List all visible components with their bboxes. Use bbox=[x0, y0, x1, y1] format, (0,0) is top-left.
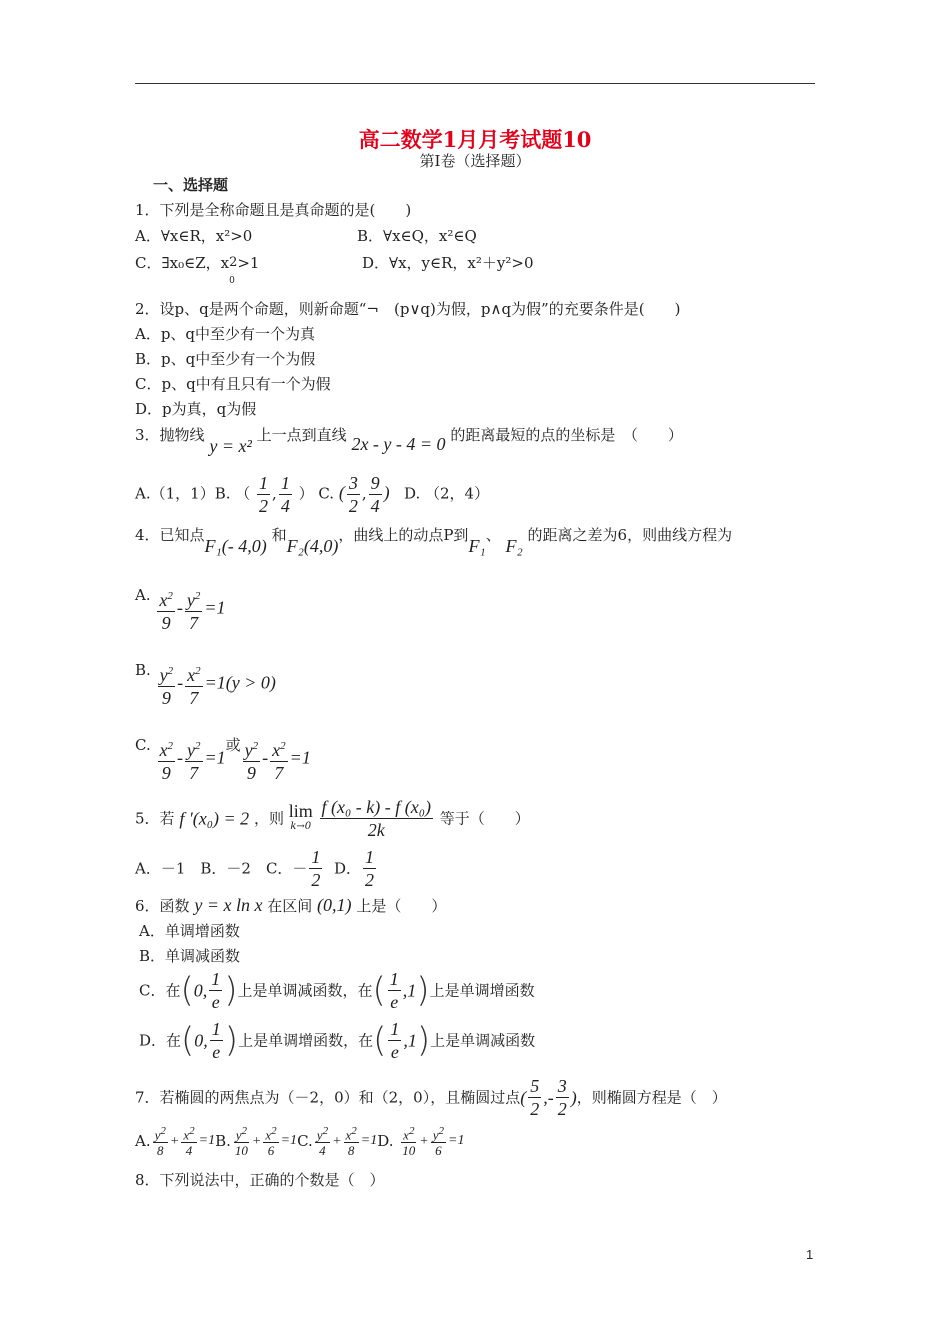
q4-a-frac-x: $\frac{x^2}{9}$ bbox=[157, 585, 175, 634]
q4-b-label: B. bbox=[135, 661, 151, 679]
question-2-stem: 2．设p、q是两个命题，则新命题“¬ (p∨q)为假，p∧q为假”的充要条件是( ) bbox=[135, 300, 681, 318]
q5-numerator: f (x₀ - k) - f (x₀) bbox=[321, 797, 431, 817]
question-6-stem bbox=[135, 895, 446, 916]
q3-stem-c: 的距离最短的点的坐标是 （ ） bbox=[450, 426, 683, 444]
q6-d-mid: 上是单调增函数，在 bbox=[238, 1031, 374, 1050]
q1-option-c-script: 2 0 bbox=[229, 255, 238, 286]
q1-option-c-text: C．∃x₀∈Z，x bbox=[135, 254, 230, 272]
q6-c-post: 上是单调增函数 bbox=[429, 981, 535, 1000]
q6-d-frac1: $\frac{1}{e}$ bbox=[211, 1019, 221, 1062]
question-7-stem: 7．若椭圆的两焦点为（－2，0）和（2，0），且椭圆过点( $\frac{5}{2}$ ,- $\frac{3}{2}$ )，则椭圆方程是（ ） bbox=[135, 1076, 727, 1119]
q3-line-eq: 2x - y - 4 = 0 bbox=[351, 434, 446, 454]
q5-d-frac: $\frac{1}{2}$ bbox=[365, 847, 374, 890]
q6-stem-c: 上是（ ） bbox=[356, 897, 447, 915]
q3-b-frac1: $\frac{1}{2}$ bbox=[259, 473, 269, 516]
q5-lim-sub: k→0 bbox=[290, 820, 312, 832]
q7-point-x: $\frac{5}{2}$ bbox=[530, 1076, 540, 1119]
q6-c-frac1: $\frac{1}{e}$ bbox=[211, 969, 221, 1012]
q4-sep: 、 bbox=[485, 526, 501, 544]
q4-stem-a: 4．已知点 bbox=[135, 526, 205, 544]
q7-stem-a: 7．若椭圆的两焦点为（－2，0）和（2，0），且椭圆过点 bbox=[135, 1088, 521, 1107]
q4-c-label: C. bbox=[135, 736, 151, 754]
q3-b-frac2: $\frac{1}{4}$ bbox=[280, 473, 290, 516]
q6-stem-a: 6．函数 bbox=[135, 897, 190, 915]
q3-stem-b: 上一点到直线 bbox=[256, 426, 347, 444]
q6-c-frac2: $\frac{1}{e}$ bbox=[389, 969, 399, 1012]
q4-c-or: 或 bbox=[225, 736, 241, 754]
question-3-options: A.（1，1）B. （ $\frac{1}{2}$ , $\frac{1}{4}$ ） C. ( $\frac{3}{2}$ , $\frac{9}{4}$ ) D. （2，4） bbox=[135, 473, 490, 516]
q6-func: y = x ln x bbox=[194, 895, 263, 915]
q4-f1b: F₁ bbox=[468, 536, 486, 556]
q4-b-tail: =1(y > 0) bbox=[204, 672, 276, 693]
q7-c-frac-y: $\frac{y^2}{4}$ bbox=[316, 1125, 329, 1159]
q4-c-frac-x1: $\frac{x^2}{9}$ bbox=[158, 735, 176, 784]
question-6-option-c: C．在(0, $\frac{1}{e}$ )上是单调减函数，在( $\frac{1}{e}$ ,1)上是单调增函数 bbox=[139, 969, 535, 1012]
q4-c-frac-x2: $\frac{x^2}{7}$ bbox=[270, 735, 288, 784]
q5-stem-b: ，则 bbox=[253, 809, 284, 828]
question-8-stem: 8．下列说法中，正确的个数是（ ） bbox=[135, 1171, 385, 1189]
question-3-stem bbox=[135, 424, 683, 456]
page-number: 1 bbox=[806, 1247, 814, 1262]
q3-option-a: A.（1，1）B. （ bbox=[135, 484, 251, 503]
q5-lim-label: lim bbox=[288, 800, 313, 821]
question-4-option-b: B. $\frac{y^2}{9}$ - $\frac{x^2}{7}$ =1(y > 0) bbox=[135, 661, 276, 708]
q7-option-c-label: C. bbox=[297, 1132, 313, 1151]
q6-c-pre: C．在 bbox=[139, 981, 181, 1000]
question-1-option-c bbox=[135, 253, 260, 286]
question-6-option-a: A．单调增函数 bbox=[139, 922, 240, 940]
q6-interval: (0,1) bbox=[317, 895, 352, 915]
q4-c-frac-y2: $\frac{y^2}{9}$ bbox=[243, 735, 261, 784]
q7-stem-b: ，则椭圆方程是（ ） bbox=[576, 1088, 727, 1107]
question-7-options: A. $\frac{y^2}{8}$ + $\frac{x^2}{4}$ =1B. $\frac{y^2}{10}$ + $\frac{x^2}{6}$ =1C. $\frac{y^2}{4}$ + $\frac{x^2}{8}$ =1D. $\frac{x^2}{10}$ + $\frac{y^2}{6}$ =1 bbox=[135, 1125, 465, 1159]
q7-option-d-label: D. bbox=[377, 1132, 394, 1151]
q3-parabola-eq: y = x² bbox=[209, 436, 252, 456]
page-subtitle: 第Ⅰ卷（选择题） bbox=[419, 152, 531, 170]
question-1-option-d: D．∀x，y∈R，x²＋y²>0 bbox=[362, 254, 534, 272]
q5-limit bbox=[288, 800, 313, 835]
q6-d-pre: D．在 bbox=[139, 1031, 182, 1050]
q4-f1: F₁(- 4,0) bbox=[204, 536, 267, 556]
q4-and: 和 bbox=[271, 526, 287, 544]
q3-c-frac1: $\frac{3}{2}$ bbox=[348, 473, 358, 516]
q4-b-frac-x: $\frac{x^2}{7}$ bbox=[185, 660, 203, 709]
question-2-option-a: A．p、q中至少有一个为真 bbox=[135, 325, 316, 343]
question-4-stem bbox=[135, 524, 733, 556]
question-1-option-b: B．∀x∈Q，x²∈Q bbox=[357, 227, 477, 245]
q5-options-text: A．－1 B．－2 C．－ bbox=[135, 859, 308, 878]
q7-b-frac-x: $\frac{x^2}{6}$ bbox=[265, 1125, 277, 1159]
question-4-option-c: C. $\frac{x^2}{9}$ - $\frac{y^2}{7}$ =1或 $\frac{y^2}{9}$ - $\frac{x^2}{7}$ =1 bbox=[135, 736, 311, 783]
q4-b-frac-y: $\frac{y^2}{9}$ bbox=[158, 660, 176, 709]
page-title: 高二数学1月月考试题10 bbox=[358, 127, 592, 152]
q4-a-frac-y: $\frac{y^2}{7}$ bbox=[185, 585, 203, 634]
q5-given: f ′(x₀) = 2 bbox=[179, 808, 250, 829]
q3-option-d: D. （2，4） bbox=[403, 484, 490, 503]
question-4-option-a: A. $\frac{x^2}{9}$ - $\frac{y^2}{7}$ =1 bbox=[135, 586, 226, 633]
q3-c-frac2: $\frac{9}{4}$ bbox=[370, 473, 380, 516]
q7-option-b-label: B. bbox=[215, 1132, 231, 1151]
question-2-option-b: B．p、q中至少有一个为假 bbox=[135, 350, 316, 368]
q4-f2b: F₂ bbox=[505, 536, 523, 556]
header-rule bbox=[135, 83, 815, 84]
q6-d-frac2: $\frac{1}{e}$ bbox=[390, 1019, 400, 1062]
question-1-stem: 1．下列是全称命题且是真命题的是( ) bbox=[135, 201, 412, 219]
question-2-option-c: C．p、q中有且只有一个为假 bbox=[135, 375, 331, 393]
q5-stem-c: 等于（ ） bbox=[439, 809, 530, 828]
q4-stem-b: ，曲线上的动点P到 bbox=[338, 526, 469, 544]
q5-option-d: D． bbox=[333, 859, 361, 878]
q7-c-frac-x: $\frac{x^2}{8}$ bbox=[345, 1125, 357, 1159]
question-2-option-d: D．p为真，q为假 bbox=[135, 400, 257, 418]
q6-d-post: 上是单调减函数 bbox=[430, 1031, 536, 1050]
q6-c-mid: 上是单调减函数，在 bbox=[237, 981, 373, 1000]
q5-denominator: 2k bbox=[367, 820, 385, 840]
q7-d-frac-x: $\frac{x^2}{10}$ bbox=[402, 1125, 416, 1159]
q7-a-frac-x: $\frac{x^2}{4}$ bbox=[183, 1125, 195, 1159]
q4-stem-c: 的距离之差为6，则曲线方程为 bbox=[527, 526, 733, 544]
q4-c-frac-y1: $\frac{y^2}{7}$ bbox=[185, 735, 203, 784]
q7-point-y: $\frac{3}{2}$ bbox=[557, 1076, 567, 1119]
q3-stem-a: 3．抛物线 bbox=[135, 426, 205, 444]
section-heading: 一、选择题 bbox=[153, 176, 229, 194]
question-5-stem bbox=[135, 796, 530, 841]
question-1-option-a: A．∀x∈R，x²>0 bbox=[135, 227, 253, 245]
question-5-options bbox=[135, 846, 378, 891]
q1-option-c-tail: >1 bbox=[237, 254, 260, 272]
q4-f2: F₂(4,0) bbox=[286, 536, 339, 556]
q7-b-frac-y: $\frac{y^2}{10}$ bbox=[234, 1125, 248, 1159]
q4-a-label: A. bbox=[135, 586, 151, 604]
q5-c-frac: $\frac{1}{2}$ bbox=[311, 847, 321, 890]
q7-d-frac-y: $\frac{y^2}{6}$ bbox=[432, 1125, 445, 1159]
q7-a-frac-y: $\frac{y^2}{8}$ bbox=[154, 1125, 166, 1159]
q5-stem-a: 5．若 bbox=[135, 809, 175, 828]
question-6-option-b: B．单调减函数 bbox=[139, 947, 241, 965]
q5-fraction bbox=[320, 796, 433, 841]
q3-option-b-close: ） C. bbox=[298, 484, 335, 503]
q6-stem-b: 在区间 bbox=[267, 897, 313, 915]
question-6-option-d: D．在(0, $\frac{1}{e}$ )上是单调增函数，在( $\frac{1}{e}$ ,1)上是单调减函数 bbox=[139, 1019, 536, 1062]
q7-option-a-label: A. bbox=[135, 1132, 151, 1151]
